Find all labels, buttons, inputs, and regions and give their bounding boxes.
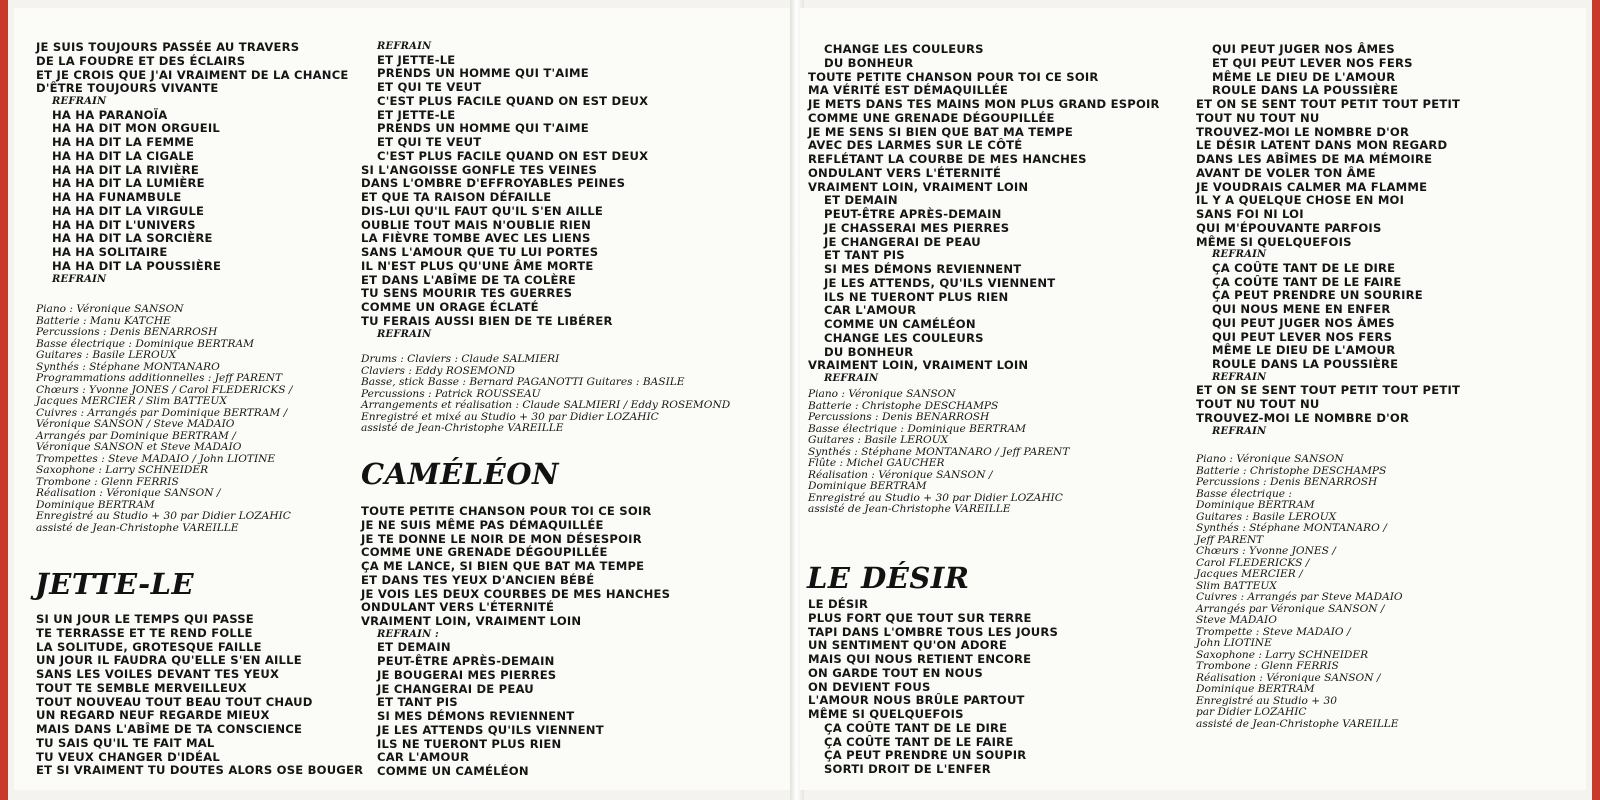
credit-line: Enregistré au Studio + 30 par Didier LOZAHIC bbox=[36, 510, 291, 522]
lyric-line: MÊME LE DIEU DE L'AMOUR bbox=[1212, 69, 1396, 84]
lyric-line: QUI M'ÉPOUVANTE PARFOIS bbox=[1196, 220, 1382, 235]
refrain-label: REFRAIN bbox=[1212, 371, 1267, 383]
lyric-line: DANS LES ABÎMES DE MA MÉMOIRE bbox=[1196, 152, 1433, 166]
credit-line: Arrangements et réalisation : Claude SALMIERI / Eddy ROSEMOND bbox=[361, 399, 731, 411]
credit-line: Chœurs : Yvonne JONES / bbox=[1196, 545, 1336, 557]
lyric-line: TU FERAIS AUSSI BIEN DE TE LIBÉRER bbox=[361, 313, 613, 328]
credits-block bbox=[1196, 454, 1403, 730]
lyric-line: TAPI DANS L'OMBRE TOUS LES JOURS bbox=[808, 624, 1059, 639]
credit-line: Enregistré au Studio + 30 bbox=[1196, 694, 1337, 707]
cameleon-lyrics-continued bbox=[808, 43, 1160, 386]
credit-line: Percussions : Denis BENARROSH bbox=[36, 326, 218, 338]
lyric-line: DANS L'OMBRE D'EFFROYABLES PEINES bbox=[361, 176, 626, 191]
credit-line: Enregistré au Studio + 30 par Didier LOZAHIC bbox=[808, 491, 1063, 504]
credits-block bbox=[808, 389, 1069, 516]
credit-line: Arrangés par Dominique BERTRAM / bbox=[36, 429, 236, 442]
lyric-line: TOUT NU TOUT NU bbox=[1196, 397, 1320, 411]
lyric-line: ÇA COÛTE TANT DE LE FAIRE bbox=[1212, 274, 1402, 289]
lyric-line: TU SENS MOURIR TES GUERRES bbox=[361, 286, 573, 301]
credit-line: Trompettes : Steve MADAIO / John LIOTINE bbox=[36, 452, 276, 465]
credit-line: Piano : Véronique SANSON bbox=[36, 303, 184, 315]
right-red-edge bbox=[1592, 0, 1600, 800]
credit-line: Claviers : Eddy ROSEMOND bbox=[361, 364, 515, 377]
lyric-line: ÇA COÛTE TANT DE LE FAIRE bbox=[824, 734, 1014, 749]
lyric-line: ET ON SE SENT TOUT PETIT TOUT PETIT bbox=[1196, 383, 1461, 398]
lyric-line: PEUT-ÊTRE APRÈS-DEMAIN bbox=[824, 207, 1002, 221]
credit-line: Véronique SANSON / Steve MADAIO bbox=[36, 418, 235, 430]
lyric-line: JE BOUGERAI MES PIERRES bbox=[377, 667, 557, 682]
le-desir-lyrics-continued bbox=[1196, 43, 1460, 438]
credit-line: Carol FLEDERICKS / bbox=[1196, 556, 1310, 569]
lyric-line: QUI NOUS MENE EN ENFER bbox=[1212, 302, 1391, 316]
credit-line: Dominique BERTRAM bbox=[1196, 683, 1315, 695]
lyric-line: DE LA FOUDRE ET DES ÉCLAIRS bbox=[36, 53, 246, 68]
lyric-line: ON DEVIENT FOUS bbox=[808, 679, 931, 694]
refrain-label: REFRAIN bbox=[52, 273, 107, 285]
lyric-line: CAR L'AMOUR bbox=[377, 750, 470, 765]
lyric-line: PRENDS UN HOMME QUI T'AIME bbox=[377, 66, 589, 81]
credit-line: John LIOTINE bbox=[1196, 637, 1272, 649]
credit-line: Percussions : Denis BENARROSH bbox=[1196, 476, 1378, 488]
lyric-line: JE CHASSERAI MES PIERRES bbox=[824, 220, 1010, 235]
lyric-line: SORTI DROIT DE L'ENFER bbox=[824, 762, 991, 776]
credit-line: Trompette : Steve MADAIO / bbox=[1196, 625, 1351, 638]
credit-line: assisté de Jean-Christophe VAREILLE bbox=[1196, 717, 1399, 730]
lyric-line: VRAIMENT LOIN, VRAIMENT LOIN bbox=[808, 179, 1029, 194]
lyric-line: JE LES ATTENDS, QU'ILS VIENNENT bbox=[824, 275, 1056, 290]
lyric-line: TU SAIS QU'IL TE FAIT MAL bbox=[36, 735, 215, 750]
lyric-line: ÇA PEUT PRENDRE UN SOUPIR bbox=[824, 748, 1027, 763]
lyric-line: COMME UNE GRENADE DÉGOUPILLÉE bbox=[361, 545, 608, 560]
credit-line: Slim BATTEUX bbox=[1196, 579, 1277, 592]
lyric-line: IL N'EST PLUS QU'UNE ÂME MORTE bbox=[361, 258, 594, 273]
lyric-line: CAR L'AMOUR bbox=[824, 303, 917, 318]
lyric-line: TOUT TE SEMBLE MERVEILLEUX bbox=[36, 680, 247, 695]
lyric-line: MA VÉRITÉ EST DÉMAQUILLÉE bbox=[808, 83, 1009, 98]
credit-line: assisté de Jean-Christophe VAREILLE bbox=[361, 422, 564, 434]
credit-line: Jeff PARENT bbox=[1196, 533, 1264, 546]
credit-line: Dominique BERTRAM bbox=[808, 480, 927, 492]
lyric-line: UN JOUR IL FAUDRA QU'ELLE S'EN AILLE bbox=[36, 653, 302, 668]
lyric-line: ET DANS TES YEUX D'ANCIEN BÉBÉ bbox=[361, 572, 595, 587]
lyric-line: HA HA DIT LA FEMME bbox=[52, 135, 195, 149]
refrain-label: REFRAIN bbox=[1212, 425, 1267, 437]
lyric-line: HA HA DIT MON ORGUEIL bbox=[52, 121, 220, 136]
credit-line: Saxophone : Larry SCHNEIDER bbox=[36, 464, 209, 476]
lyric-line: JE VOUDRAIS CALMER MA FLAMME bbox=[1196, 179, 1428, 194]
lyric-line: ONDULANT VERS L'ÉTERNITÉ bbox=[808, 165, 1002, 180]
lyric-line: HA HA DIT LA POUSSIÈRE bbox=[52, 258, 222, 273]
lyric-line: MAIS DANS L'ABÎME DE TA CONSCIENCE bbox=[36, 722, 303, 736]
lyric-line: TE TERRASSE ET TE REND FOLLE bbox=[36, 625, 253, 640]
refrain-label: REFRAIN : bbox=[377, 628, 439, 640]
lyric-line: C'EST PLUS FACILE QUAND ON EST DEUX bbox=[377, 148, 649, 163]
credit-line: Basse, stick Basse : Bernard PAGANOTTI Guitares : BASILE bbox=[361, 376, 685, 388]
right-page bbox=[800, 8, 1586, 790]
lyric-line: TOUTE PETITE CHANSON POUR TOI CE SOIR bbox=[808, 69, 1099, 84]
lyric-line: HA HA DIT LA LUMIÈRE bbox=[52, 176, 205, 191]
refrain-label: REFRAIN bbox=[824, 373, 879, 384]
lyric-line: MAIS QUI NOUS RETIENT ENCORE bbox=[808, 652, 1032, 666]
credit-line: Guitares : Basile LEROUX bbox=[36, 349, 177, 361]
credit-line: Guitares : Basile LEROUX bbox=[808, 434, 949, 446]
credit-line: par Didier LOZAHIC bbox=[1196, 706, 1307, 718]
lyric-line: ROULE DANS LA POUSSIÈRE bbox=[1212, 83, 1399, 98]
lyric-line: COMME UN ORAGE ÉCLATÉ bbox=[361, 300, 539, 314]
lyric-line: DIS-LUI QU'IL FAUT QU'IL S'EN AILLE bbox=[361, 203, 604, 218]
credit-line: Cuivres : Arrangés par Dominique BERTRAM / bbox=[36, 406, 288, 419]
lyric-line: ET TANT PIS bbox=[377, 695, 458, 710]
credits-block bbox=[361, 354, 730, 435]
lyric-line: ET QUE TA RAISON DÉFAILLE bbox=[361, 190, 552, 204]
song-title-cameleon: CAMÉLÉON bbox=[361, 457, 560, 491]
lyric-line: ET QUI PEUT LEVER NOS FERS bbox=[1212, 55, 1413, 70]
credit-line: Basse électrique : Dominique BERTRAM bbox=[36, 337, 254, 350]
credit-line: Trombone : Glenn FERRIS bbox=[1196, 660, 1339, 672]
lyric-line: ÇA ME LANCE, SI BIEN QUE BAT MA TEMPE bbox=[361, 559, 645, 573]
credit-line: Flûte : Michel GAUCHER bbox=[808, 457, 945, 469]
lyric-line: ET DEMAIN bbox=[824, 193, 898, 208]
lyric-line: VRAIMENT LOIN, VRAIMENT LOIN bbox=[361, 614, 582, 628]
song-verse-end bbox=[36, 41, 349, 286]
credit-line: Drums : Claviers : Claude SALMIERI bbox=[361, 353, 560, 365]
credit-line: Jacques MERCIER / bbox=[1196, 568, 1303, 580]
lyric-line: PLUS FORT QUE TOUT SUR TERRE bbox=[808, 610, 1032, 625]
lyric-line: TOUT NOUVEAU TOUT BEAU TOUT CHAUD bbox=[36, 694, 313, 709]
lyric-line: HA HA DIT LA CIGALE bbox=[52, 148, 195, 163]
lyric-line: JE VOIS LES DEUX COURBES DE MES HANCHES bbox=[361, 586, 671, 601]
credits-block bbox=[36, 304, 293, 534]
lyric-line: ET DEMAIN bbox=[377, 640, 451, 655]
refrain-label: REFRAIN bbox=[377, 328, 432, 340]
lyric-line: ÇA COÛTE TANT DE LE DIRE bbox=[824, 720, 1008, 735]
lyric-line: AVEC DES LARMES SUR LE CÔTÉ bbox=[808, 138, 1023, 153]
lyric-line: JE TE DONNE LE NOIR DE MON DÉSESPOIR bbox=[361, 531, 642, 546]
lyric-line: VRAIMENT LOIN, VRAIMENT LOIN bbox=[808, 358, 1029, 373]
refrain-label: REFRAIN bbox=[377, 41, 432, 52]
credit-line: Trombone : Glenn FERRIS bbox=[36, 475, 179, 488]
credit-line: Steve MADAIO bbox=[1196, 614, 1277, 626]
lyric-line: TOUT NU TOUT NU bbox=[1196, 110, 1320, 125]
lyric-line: CHANGE LES COULEURS bbox=[824, 42, 984, 56]
credit-line: assisté de Jean-Christophe VAREILLE bbox=[36, 521, 239, 534]
le-desir-lyrics bbox=[808, 598, 1058, 777]
jette-le-lyrics-continued bbox=[361, 41, 648, 341]
lyric-line: QUI PEUT JUGER NOS ÂMES bbox=[1212, 42, 1395, 56]
credit-line: Synthés : Stéphane MONTANARO / bbox=[1196, 522, 1387, 534]
credit-line: Percussions : Denis BENARROSH bbox=[808, 411, 990, 423]
lyric-line: ET ON SE SENT TOUT PETIT TOUT PETIT bbox=[1196, 97, 1461, 111]
lyric-line: HA HA DIT L'UNIVERS bbox=[52, 217, 196, 232]
lyric-line: ET JETTE-LE bbox=[377, 107, 456, 122]
lyric-line: L'AMOUR NOUS BRÛLE PARTOUT bbox=[808, 693, 1025, 708]
lyric-line: ET QUI TE VEUT bbox=[377, 80, 482, 94]
lyric-line: PRENDS UN HOMME QUI T'AIME bbox=[377, 121, 589, 136]
lyric-line: ET SI VRAIMENT TU DOUTES ALORS OSE BOUGER bbox=[36, 763, 364, 778]
lyric-line: TROUVEZ-MOI LE NOMBRE D'OR bbox=[1196, 124, 1410, 139]
lyric-line: LE DÉSIR LATENT DANS MON REGARD bbox=[1196, 138, 1448, 153]
credit-line: Synthés : Stéphane MONTANARO / Jeff PARENT bbox=[808, 445, 1070, 458]
lyric-line: ROULE DANS LA POUSSIÈRE bbox=[1212, 357, 1399, 371]
lyric-line: SI UN JOUR LE TEMPS QUI PASSE bbox=[36, 612, 254, 626]
lyric-line: LA FIÈVRE TOMBE AVEC LES LIENS bbox=[361, 231, 591, 246]
lyric-line: SANS L'AMOUR QUE TU LUI PORTES bbox=[361, 245, 599, 259]
credit-line: Chœurs : Yvonne JONES / Carol FLEDERICKS / bbox=[36, 383, 293, 396]
lyric-line: COMME UNE GRENADE DÉGOUPILLÉE bbox=[808, 110, 1055, 125]
lyric-line: LE DÉSIR bbox=[808, 597, 869, 611]
lyric-line: TROUVEZ-MOI LE NOMBRE D'OR bbox=[1196, 410, 1410, 425]
lyric-line: LA SOLITUDE, GROTESQUE FAILLE bbox=[36, 639, 262, 654]
lyric-line: ET JETTE-LE bbox=[377, 52, 456, 67]
lyric-line: ET JE CROIS QUE J'AI VRAIMENT DE LA CHANCE bbox=[36, 67, 349, 82]
lyric-line: HA HA DIT LA RIVIÈRE bbox=[52, 162, 199, 177]
credit-line: Cuivres : Arrangés par Steve MADAIO bbox=[1196, 591, 1403, 603]
song-title-le-desir: LE DÉSIR bbox=[807, 561, 970, 595]
lyric-line: SANS FOI NI LOI bbox=[1196, 207, 1304, 221]
lyric-line: DU BONHEUR bbox=[824, 55, 914, 70]
lyric-line: JE ME SENS SI BIEN QUE BAT MA TEMPE bbox=[808, 124, 1074, 139]
jette-le-lyrics bbox=[36, 613, 363, 778]
song-title-jette-le: JETTE-LE bbox=[35, 567, 195, 601]
credit-line: assisté de Jean-Christophe VAREILLE bbox=[808, 503, 1011, 515]
lyric-line: SI MES DÉMONS REVIENNENT bbox=[377, 709, 575, 723]
credit-line: Réalisation : Véronique SANSON / bbox=[36, 487, 221, 499]
lyric-line: ON GARDE TOUT EN NOUS bbox=[808, 665, 983, 680]
credit-line: Batterie : Christophe DESCHAMPS bbox=[1196, 464, 1387, 477]
credit-line: Saxophone : Larry SCHNEIDER bbox=[1196, 648, 1369, 661]
lyric-line: DU BONHEUR bbox=[824, 344, 914, 359]
lyric-line: MÊME SI QUELQUEFOIS bbox=[808, 707, 964, 721]
refrain-label: REFRAIN bbox=[52, 96, 107, 107]
left-page bbox=[14, 8, 794, 790]
credit-line: Dominique BERTRAM bbox=[1196, 499, 1315, 511]
lyric-line: REFLÉTANT LA COURBE DE MES HANCHES bbox=[808, 152, 1087, 166]
lyric-line: JE METS DANS TES MAINS MON PLUS GRAND ESPOIR bbox=[808, 97, 1160, 111]
lyric-line: COMME UN CAMÉLÉON bbox=[377, 764, 529, 778]
lyric-line: IL Y A QUELQUE CHOSE EN MOI bbox=[1196, 193, 1405, 208]
credit-line: Batterie : Christophe DESCHAMPS bbox=[808, 399, 999, 412]
left-red-edge bbox=[0, 0, 8, 800]
lyric-line: C'EST PLUS FACILE QUAND ON EST DEUX bbox=[377, 93, 649, 108]
lyric-line: TOUTE PETITE CHANSON POUR TOI CE SOIR bbox=[361, 504, 652, 518]
lyric-line: SANS LES VOILES DEVANT TES YEUX bbox=[36, 667, 280, 681]
lyric-line: MÊME SI QUELQUEFOIS bbox=[1196, 234, 1352, 249]
lyric-line: ET DANS L'ABÎME DE TA COLÈRE bbox=[361, 272, 576, 287]
credit-line: Piano : Véronique SANSON bbox=[1196, 453, 1344, 465]
credit-line: Jacques MERCIER / Slim BATTEUX bbox=[36, 395, 227, 407]
lyric-line: ILS NE TUERONT PLUS RIEN bbox=[377, 736, 562, 751]
lyric-line: UN REGARD NEUF REGARDE MIEUX bbox=[36, 708, 270, 723]
credit-line: Arrangés par Véronique SANSON / bbox=[1196, 602, 1385, 615]
lyric-line: HA HA DIT LA VIRGULE bbox=[52, 203, 205, 218]
refrain-label: REFRAIN bbox=[1212, 249, 1267, 261]
lyric-line: HA HA PARANOÏA bbox=[52, 107, 168, 122]
credit-line: Réalisation : Véronique SANSON / bbox=[1196, 671, 1381, 684]
lyric-line: OUBLIE TOUT MAIS N'OUBLIE RIEN bbox=[361, 217, 591, 232]
credit-line: Batterie : Manu KATCHE bbox=[36, 314, 171, 327]
lyric-line: ÇA PEUT PRENDRE UN SOURIRE bbox=[1212, 288, 1423, 303]
lyric-line: ET QUI TE VEUT bbox=[377, 135, 482, 149]
lyric-line: QUI PEUT LEVER NOS FERS bbox=[1212, 329, 1393, 344]
lyric-line: PEUT-ÊTRE APRÈS-DEMAIN bbox=[377, 654, 555, 668]
credit-line: Piano : Véronique SANSON bbox=[808, 388, 956, 400]
credit-line: Dominique BERTRAM bbox=[36, 498, 155, 511]
lyric-line: QUI PEUT JUGER NOS ÂMES bbox=[1212, 315, 1395, 330]
lyric-line: HA HA DIT LA SORCIÈRE bbox=[52, 231, 213, 246]
lyric-line: ÇA COÛTE TANT DE LE DIRE bbox=[1212, 260, 1396, 275]
lyric-line: SI L'ANGOISSE GONFLE TES VEINES bbox=[361, 162, 598, 177]
credit-line: Basse électrique : Dominique BERTRAM bbox=[808, 422, 1026, 435]
credit-line: Programmations additionnelles : Jeff PARENT bbox=[36, 372, 283, 384]
lyric-line: SI MES DÉMONS REVIENNENT bbox=[824, 262, 1022, 276]
lyric-line: ET TANT PIS bbox=[824, 248, 905, 263]
lyric-line: AVANT DE VOLER TON ÂME bbox=[1196, 165, 1376, 180]
credit-line: Guitares : Basile LEROUX bbox=[1196, 510, 1337, 523]
lyric-line: COMME UN CAMÉLÉON bbox=[824, 317, 976, 331]
lyric-line: JE SUIS TOUJOURS PASSÉE AU TRAVERS bbox=[36, 40, 300, 54]
credit-line: Réalisation : Véronique SANSON / bbox=[808, 468, 993, 481]
lyric-line: HA HA SOLITAIRE bbox=[52, 245, 168, 259]
lyric-line: TU VEUX CHANGER D'IDÉAL bbox=[36, 749, 220, 764]
lyric-line: ILS NE TUERONT PLUS RIEN bbox=[824, 289, 1009, 304]
lyric-line: MÊME LE DIEU DE L'AMOUR bbox=[1212, 343, 1396, 358]
credit-line: Percussions : Patrick ROUSSEAU bbox=[361, 387, 541, 400]
cameleon-lyrics bbox=[361, 505, 670, 779]
lyric-line: CHANGE LES COULEURS bbox=[824, 330, 984, 345]
lyric-line: JE NE SUIS MÊME PAS DÉMAQUILLÉE bbox=[361, 517, 604, 532]
credit-line: Enregistré et mixé au Studio + 30 par Didier LOZAHIC bbox=[361, 410, 659, 423]
lyric-line: JE LES ATTENDS QU'ILS VIENNENT bbox=[377, 722, 604, 737]
lyric-line: HA HA FUNAMBULE bbox=[52, 190, 182, 204]
credit-line: Véronique SANSON et Steve MADAIO bbox=[36, 441, 242, 453]
lyric-line: D'ÊTRE TOUJOURS VIVANTE bbox=[36, 81, 219, 96]
lyric-line: ONDULANT VERS L'ÉTERNITÉ bbox=[361, 600, 555, 615]
credit-line: Basse électrique : bbox=[1196, 487, 1292, 500]
lyric-line: JE CHANGERAI DE PEAU bbox=[824, 234, 981, 249]
lyric-line: UN SENTIMENT QU'ON ADORE bbox=[808, 638, 1007, 653]
lyric-line: JE CHANGERAI DE PEAU bbox=[377, 681, 534, 696]
credit-line: Synthés : Stéphane MONTANARO bbox=[36, 360, 220, 373]
